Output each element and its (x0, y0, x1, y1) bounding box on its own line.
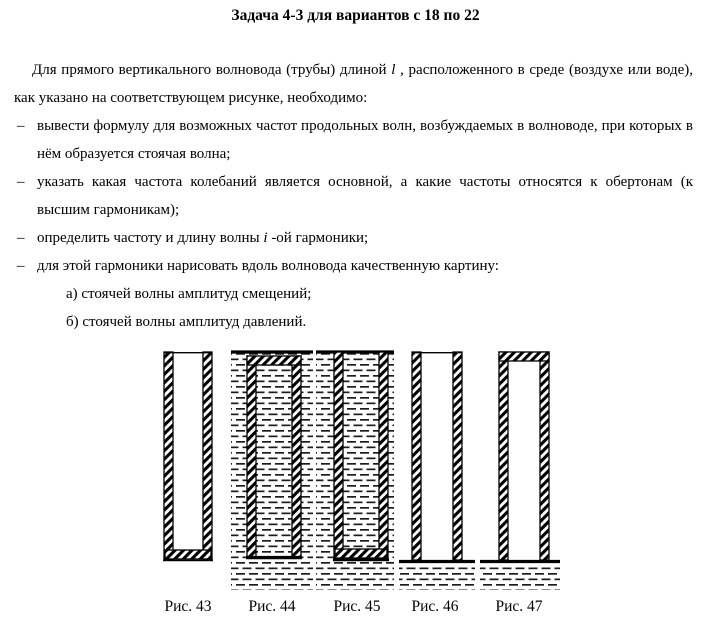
tube-right-wall (203, 352, 212, 560)
figure-caption: Рис. 43 (164, 598, 212, 615)
dash-marker: – (17, 258, 25, 274)
intro-text: Для прямого вертикального волновода (трубы) длиной (32, 62, 392, 78)
tube-right-wall (379, 352, 388, 559)
waveguide-diagram-46 (393, 346, 477, 596)
waveguide-diagram-44 (229, 346, 315, 596)
tube-left-wall (334, 352, 343, 559)
task-text: для этой гармоники нарисовать вдоль волновода качественную картину: (37, 258, 499, 274)
tube-top-cap (499, 352, 549, 361)
subtask-text: а) стоячей волны амплитуд смещений; (66, 286, 312, 302)
intro-paragraph (14, 56, 693, 112)
subtask-b (14, 308, 693, 336)
tube-bottom-cap (165, 550, 211, 559)
tube-right-wall (292, 356, 301, 557)
figure-45 (314, 346, 400, 616)
waveguide-diagram-47 (476, 346, 562, 596)
length-symbol: l (391, 62, 396, 78)
tube-right-wall (540, 352, 549, 560)
harmonic-index-symbol: i (263, 230, 268, 246)
problem-text (14, 56, 693, 336)
task-text: вывести формулу для возможных частот продольных волн, возбуждаемых в волноводе, при которых в нём образуется стоячая волна; (37, 118, 693, 162)
tube-left-wall (247, 356, 256, 557)
tube-right-wall (453, 352, 462, 560)
dash-marker: – (17, 118, 25, 134)
task-item-3 (14, 224, 693, 252)
tube-left-wall (164, 352, 173, 560)
task-text: указать какая частота колебаний является основной, а какие частоты относятся к обертонам (к высшим гармоникам); (37, 174, 693, 218)
water-pool (399, 565, 475, 590)
tube-left-wall (499, 352, 508, 560)
water-pool (480, 565, 560, 590)
subtask-text: б) стоячей волны амплитуд давлений. (66, 314, 307, 330)
figure-46 (393, 346, 477, 616)
figure-43 (148, 346, 228, 616)
subtask-a (14, 280, 693, 308)
tube-bottom-cap (335, 549, 387, 558)
task-item-4 (14, 252, 693, 280)
dash-marker: – (17, 230, 25, 246)
task-item-2 (14, 168, 693, 224)
task-text-cont: -ой гармоники; (267, 230, 369, 246)
page-title: Задача 4-3 для вариантов с 18 по 22 (231, 7, 480, 24)
figures-row (0, 346, 711, 623)
intro-text-cont: , расположенного в среде (воздухе или воде), как указано на соответствующем рисунке, необходимо: (14, 62, 693, 106)
tube-top-cap (247, 356, 301, 365)
figure-caption: Рис. 47 (495, 598, 543, 615)
figure-caption: Рис. 46 (411, 598, 459, 615)
waveguide-diagram-43 (148, 346, 228, 596)
figure-caption: Рис. 44 (248, 598, 296, 615)
waveguide-diagram-45 (314, 346, 400, 596)
figure-caption: Рис. 45 (333, 598, 381, 615)
tube-left-wall (412, 352, 421, 560)
task-text: определить частоту и длину волны (37, 230, 264, 246)
figure-47 (476, 346, 562, 616)
dash-marker: – (17, 174, 25, 190)
task-item-1 (14, 112, 693, 168)
figure-44 (229, 346, 315, 616)
